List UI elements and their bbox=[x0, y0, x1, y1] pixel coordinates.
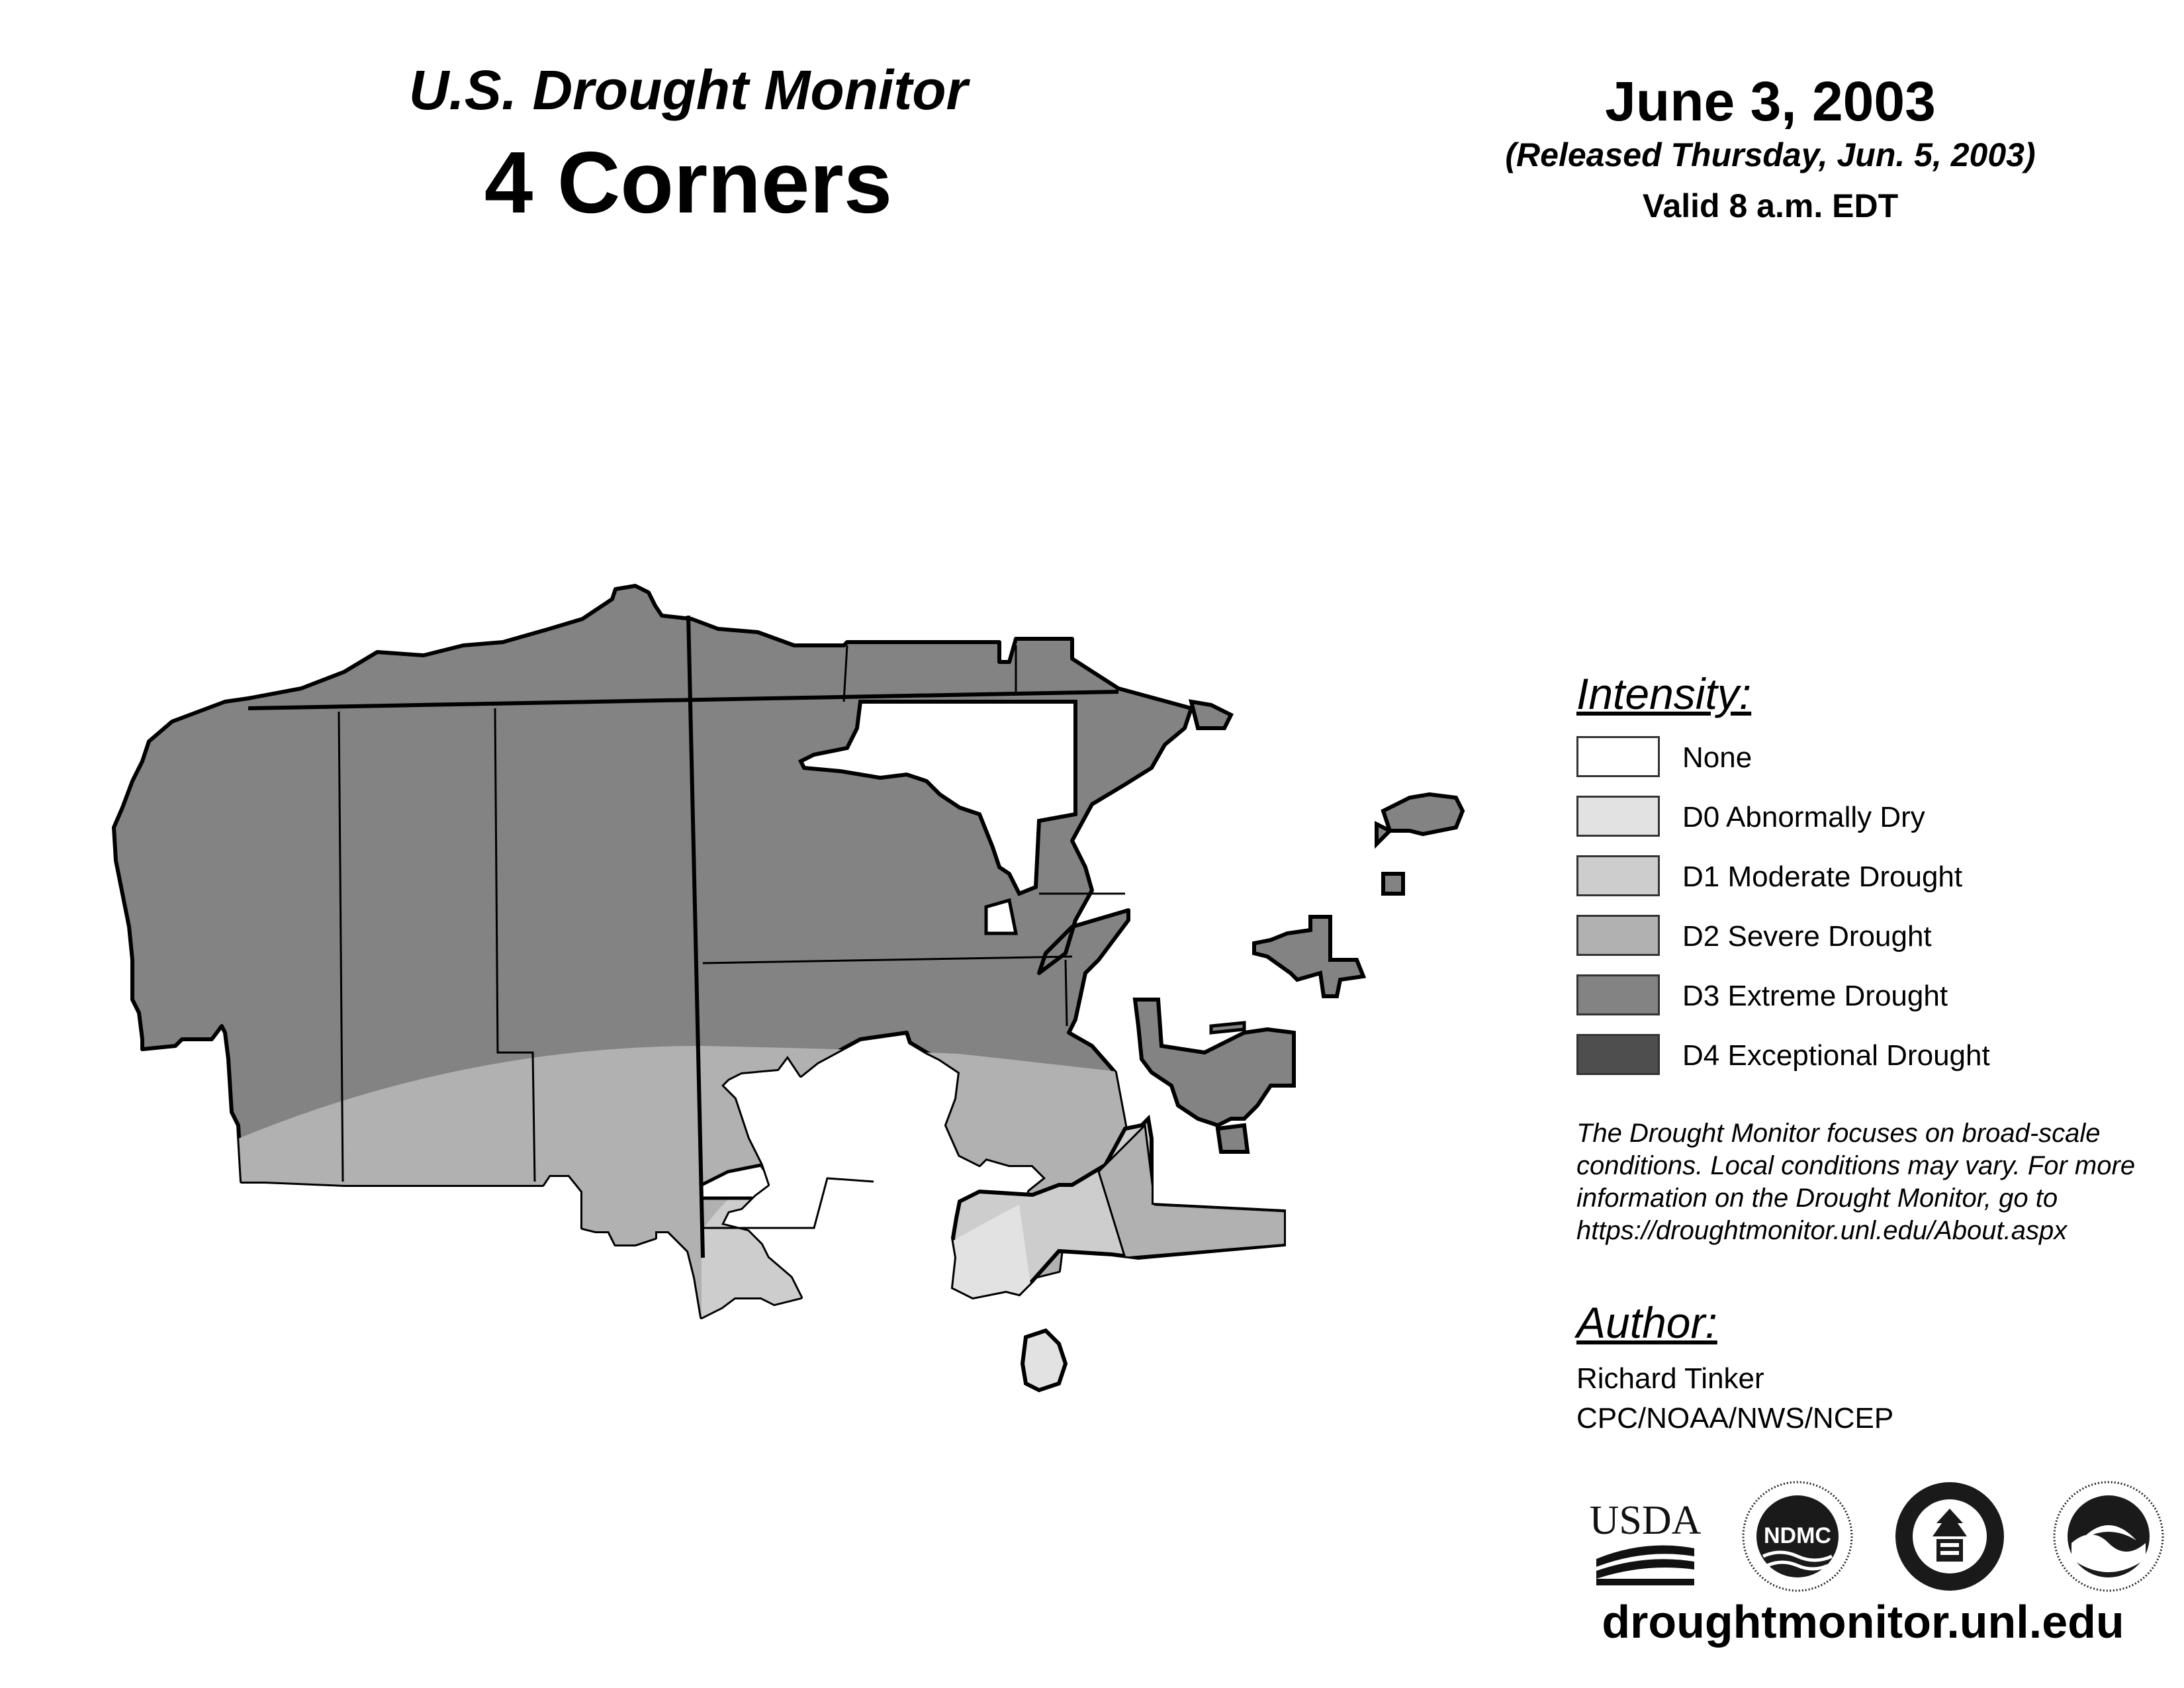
county-line bbox=[1066, 960, 1067, 1026]
legend bbox=[1576, 736, 2106, 1107]
map-date: June 3, 2003 bbox=[1605, 70, 1936, 132]
ndmc-logo-text: NDMC bbox=[1764, 1523, 1831, 1548]
legend-swatch bbox=[1576, 796, 1660, 837]
legend-label: D1 Moderate Drought bbox=[1682, 861, 1963, 893]
legend-label: D0 Abnormally Dry bbox=[1682, 801, 1925, 833]
legend-label: D4 Exceptional Drought bbox=[1682, 1039, 1990, 1072]
northeast-region-d3 bbox=[1191, 702, 1231, 728]
legend-swatch bbox=[1576, 915, 1660, 956]
map-title: 4 Corners bbox=[484, 134, 893, 231]
legend-label: None bbox=[1682, 741, 1752, 774]
northeast-region-d3 bbox=[1383, 794, 1463, 834]
noaa-logo bbox=[2052, 1479, 2165, 1593]
site-url: droughtmonitor.unl.edu bbox=[1602, 1596, 2124, 1648]
east-region-d3 bbox=[1211, 1023, 1244, 1033]
usda-logo-text: USDA bbox=[1589, 1498, 1702, 1543]
legend-swatch bbox=[1576, 855, 1660, 896]
legend-swatch bbox=[1576, 1034, 1660, 1075]
map-subtitle: U.S. Drought Monitor bbox=[408, 59, 968, 121]
no-drought-area bbox=[986, 900, 1016, 933]
legend-heading: Intensity: bbox=[1576, 669, 1752, 718]
author-org: CPC/NOAA/NWS/NCEP bbox=[1576, 1402, 1894, 1434]
author-heading: Author: bbox=[1576, 1298, 1717, 1347]
ndmc-logo bbox=[1741, 1479, 1854, 1593]
usda-logo bbox=[1588, 1479, 1702, 1593]
department-of-commerce-seal bbox=[1893, 1479, 2007, 1593]
legend-swatch bbox=[1576, 974, 1660, 1015]
legend-label: D3 Extreme Drought bbox=[1682, 980, 1948, 1012]
release-date: (Released Thursday, Jun. 5, 2003) bbox=[1505, 136, 2036, 173]
abnormally-dry-area bbox=[801, 1178, 874, 1317]
northeast-region-d3 bbox=[1383, 874, 1403, 894]
legend-label: D2 Severe Drought bbox=[1682, 920, 1932, 953]
northeast-region-d3 bbox=[1254, 917, 1363, 996]
valid-time: Valid 8 a.m. EDT bbox=[1642, 187, 1899, 224]
map-regions bbox=[114, 586, 1463, 1390]
south-outlier-region bbox=[1023, 1331, 1066, 1390]
east-region-d3 bbox=[1135, 1000, 1294, 1125]
legend-swatch bbox=[1576, 736, 1660, 777]
severe-drought-area bbox=[1099, 1125, 1287, 1258]
disclaimer-note: The Drought Monitor focuses on broad-scale conditions. Local conditions may vary. For more information on the Drought Monitor, go to https://droughtmonitor.unl.edu/About.aspx bbox=[1576, 1119, 2136, 1245]
east-region-d3 bbox=[1218, 1125, 1248, 1152]
author-name: Richard Tinker bbox=[1576, 1362, 1764, 1395]
